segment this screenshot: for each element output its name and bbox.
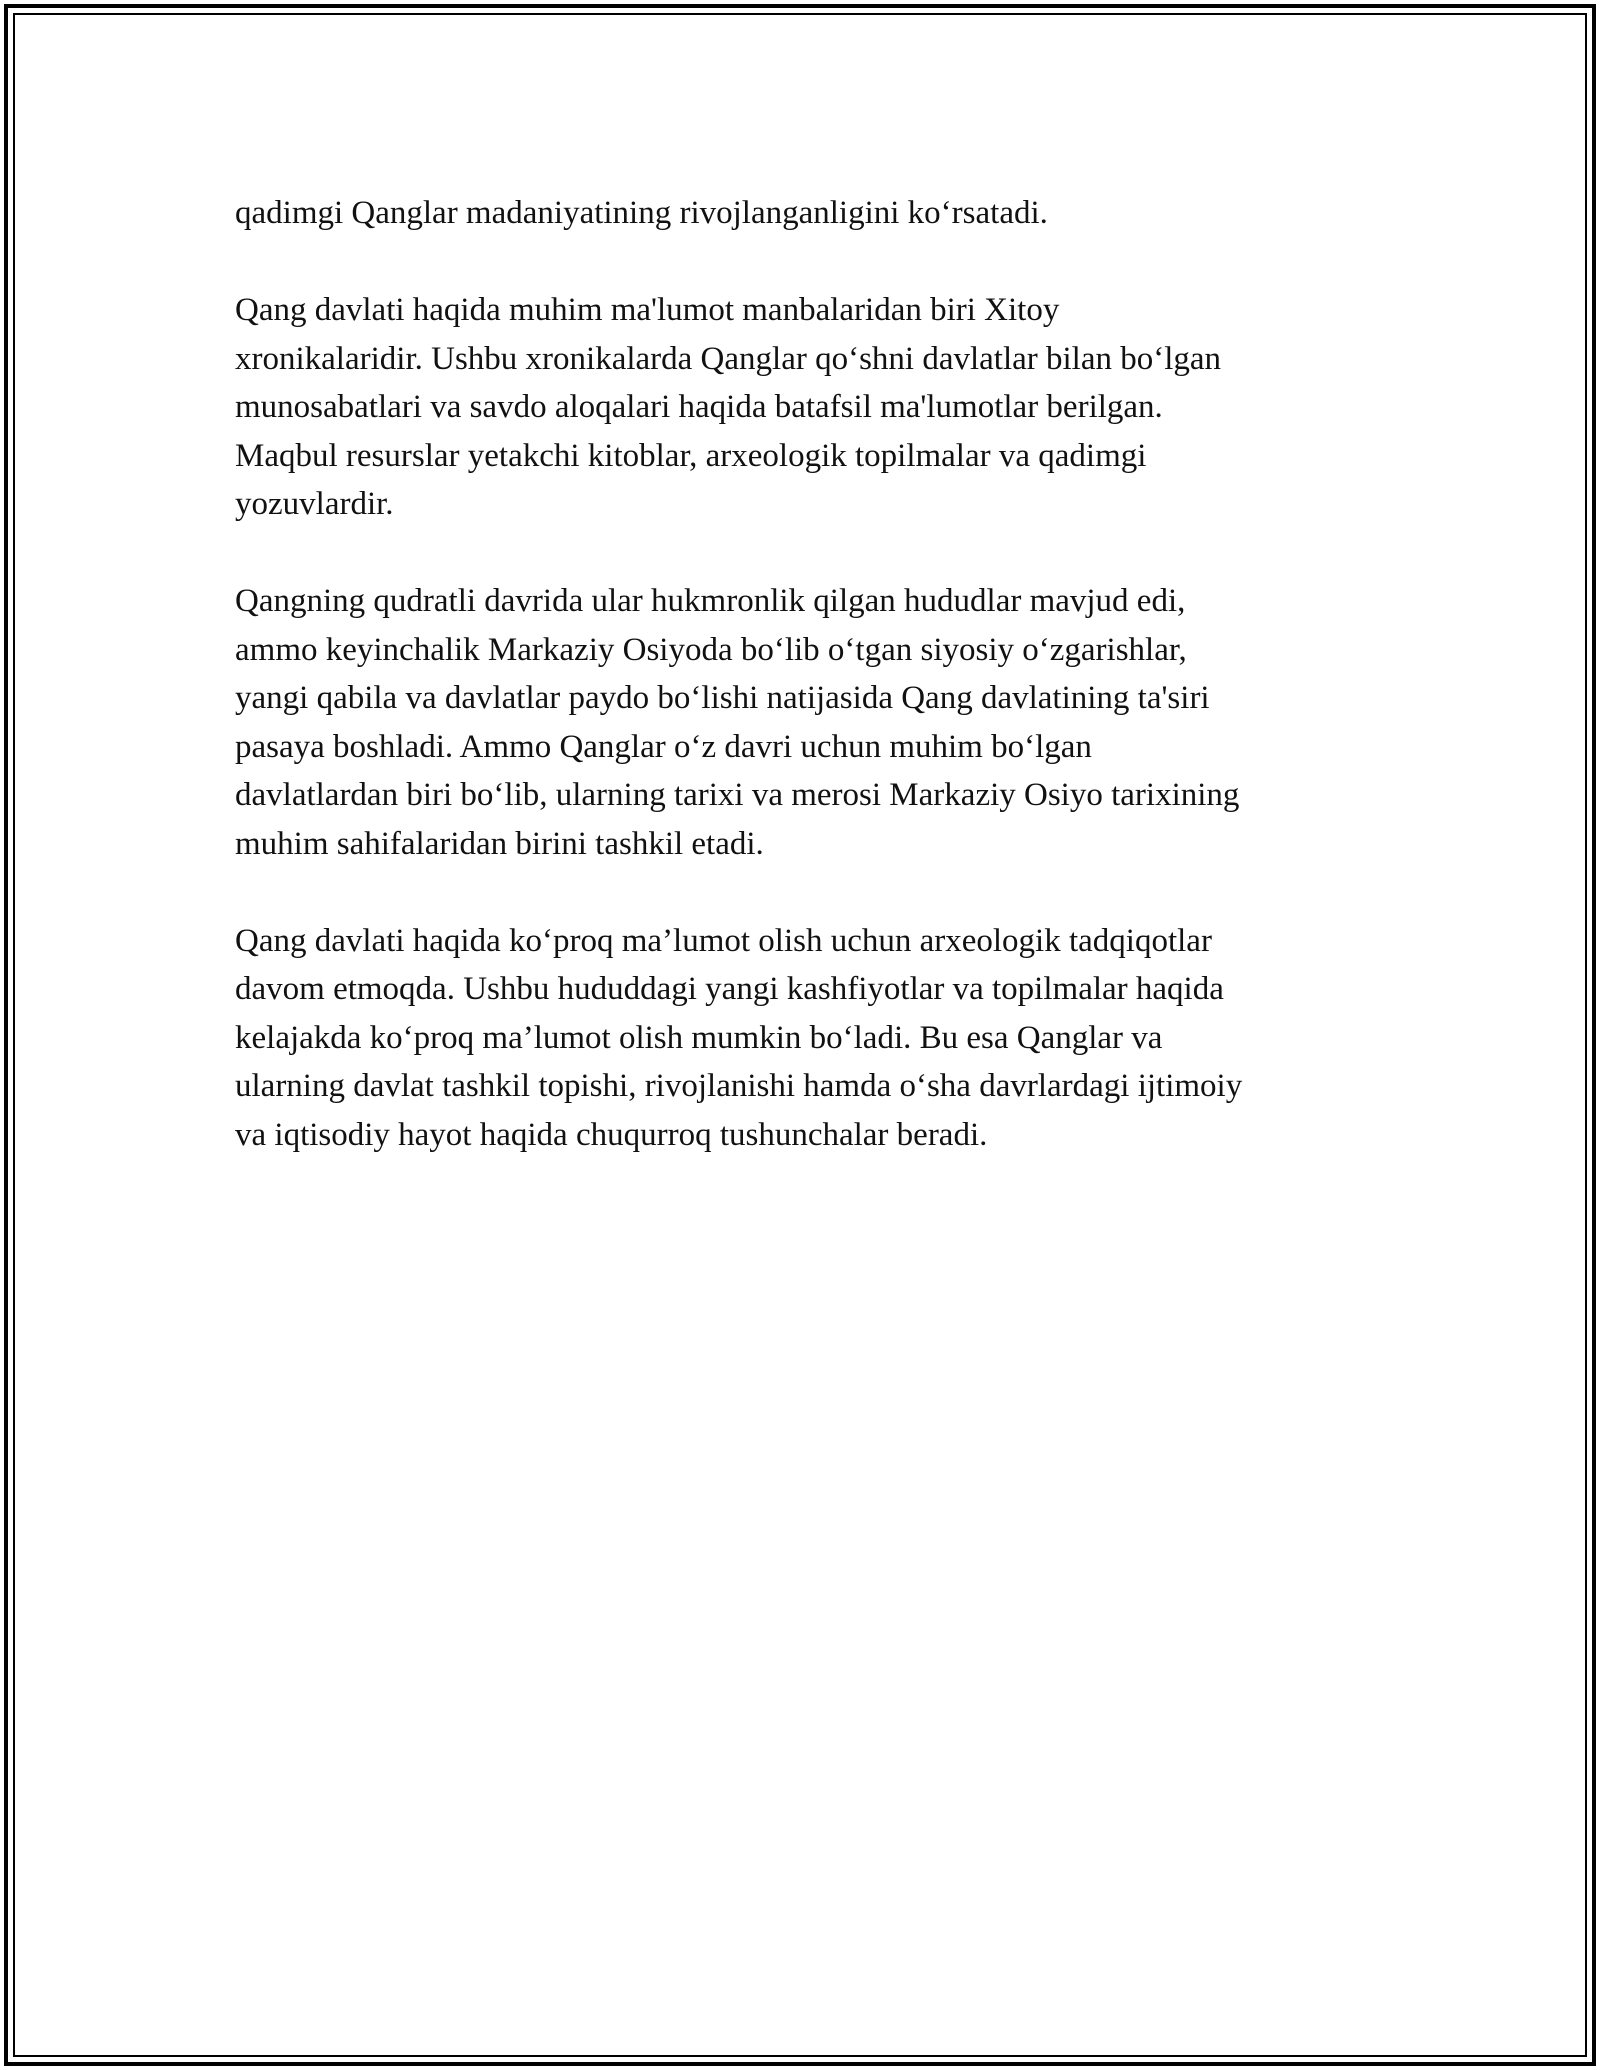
paragraph-research: Qang davlati haqida ko‘proq ma’lumot olish uchun arxeologik tadqiqotlar davom etmoqda. Ushbu hududdagi yangi kashfiyotlar va topilmalar haqida kelajakda ko‘proq ma’lumot olish mumkin bo‘ladi. Bu esa Qanglar va ularning davlat tashkil topishi, rivojlanishi hamda o‘sha davrlardagi ijtimoiy va iqtisodiy hayot haqida chuqurroq tushunchalar beradi.	[235, 922, 1243, 1153]
paragraph-sources: Qang davlati haqida muhim ma'lumot manbalaridan biri Xitoy xronikalaridir. Ushbu xronikalarda Qanglar qo‘shni davlatlar bilan bo‘lgan munosabatlari va savdo aloqalari haqida batafsil ma'lumotlar berilgan. Maqbul resurslar yetakchi kitoblar, arxeologik topilmalar va qadimgi yozuvlardir.	[235, 292, 1222, 522]
paragraph-continuation: qadimgi Qanglar madaniyatining rivojlanganligini ko‘rsatadi.	[235, 195, 1048, 231]
paragraph-decline: Qangning qudratli davrida ular hukmronlik qilgan hududlar mavjud edi, ammo keyinchalik Markaziy Osiyoda bo‘lib o‘tgan siyosiy o‘zgarishlar, yangi qabila va davlatlar paydo bo‘lishi natijasida Qang davlatining ta'siri pasaya boshladi. Ammo Qanglar o‘z davri uchun muhim bo‘lgan davlatlardan biri bo‘lib, ularning tarixi va merosi Markaziy Osiyo tarixining muhim sahifalaridan birini tashkil etadi.	[235, 583, 1240, 862]
document-body	[235, 189, 1375, 1208]
